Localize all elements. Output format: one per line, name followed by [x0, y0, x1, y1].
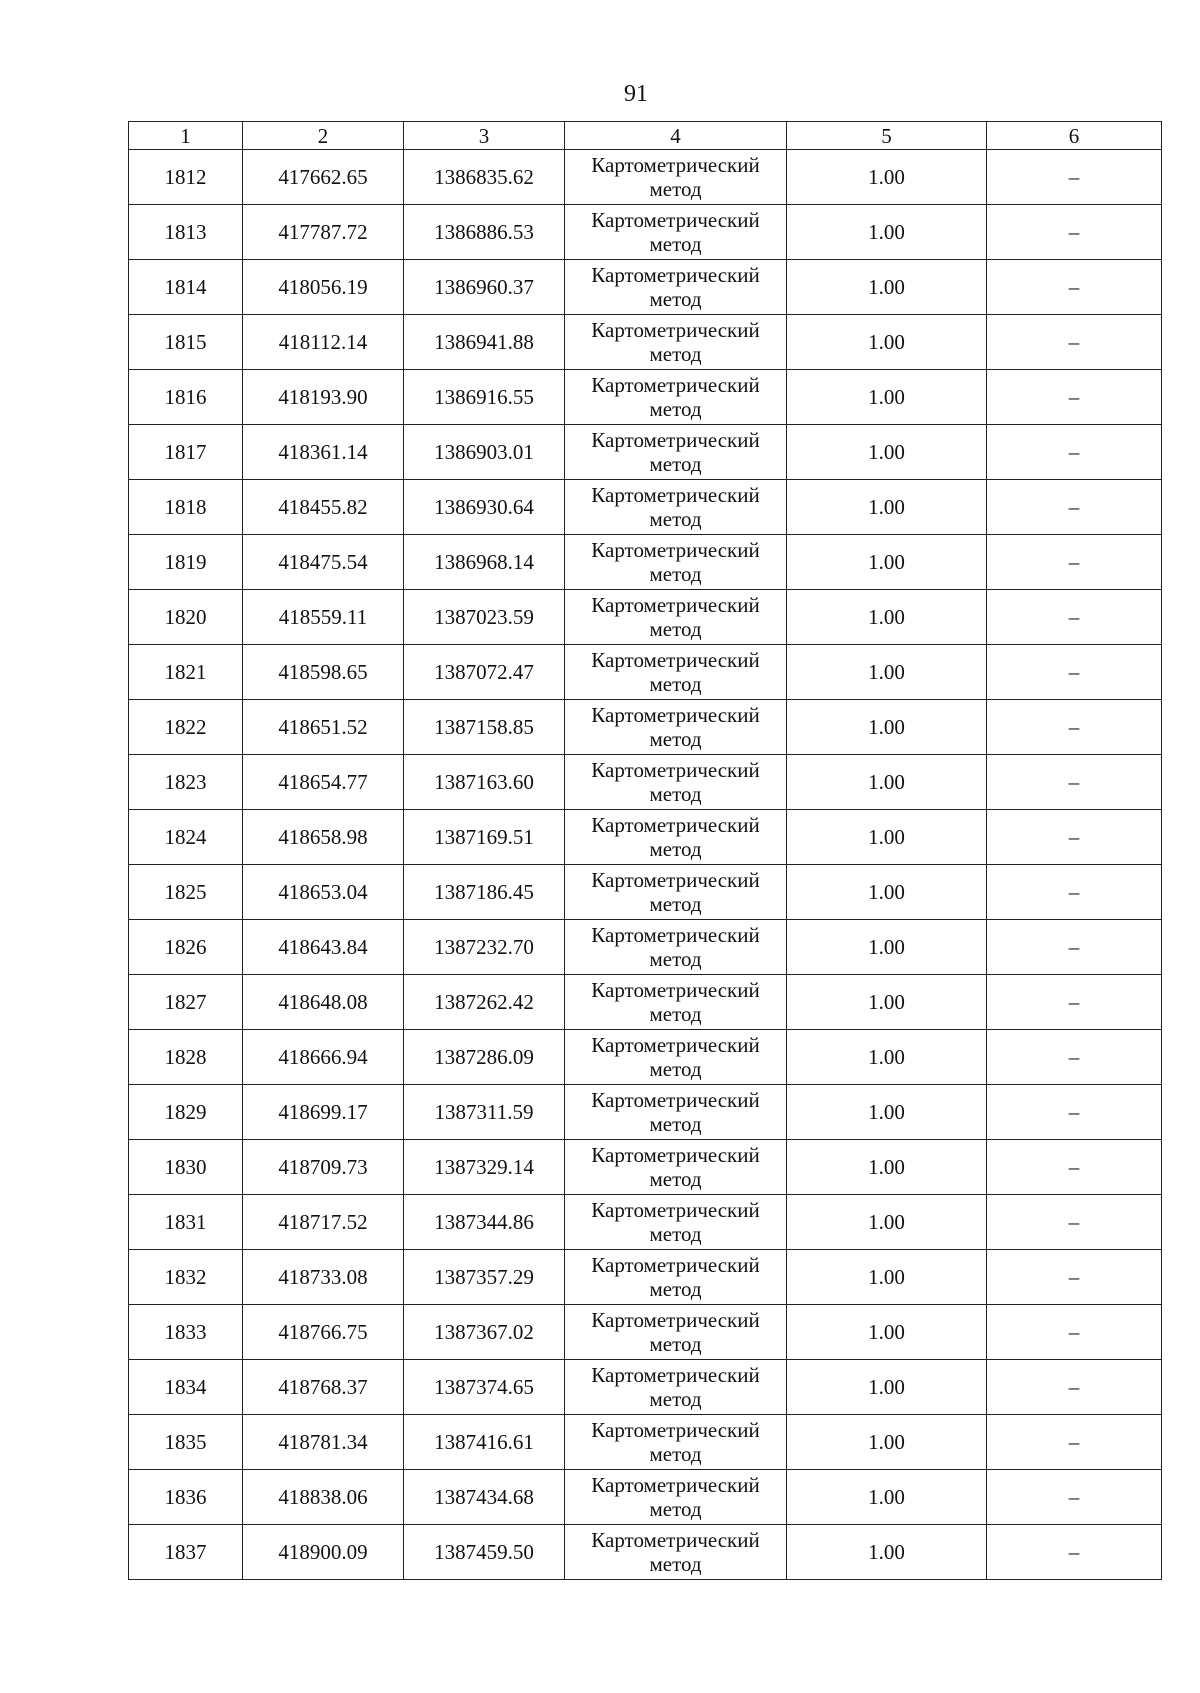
method-cell [565, 205, 787, 260]
point-number-cell: 1837 [129, 1525, 243, 1580]
method-cell [565, 1525, 787, 1580]
method-line-1: Картометрический [591, 1473, 760, 1497]
method-cell [565, 700, 787, 755]
table-row [129, 1305, 1162, 1360]
accuracy-cell: 1.00 [787, 150, 987, 205]
point-number-cell: 1822 [129, 700, 243, 755]
y-coordinate-cell: 1386968.14 [404, 535, 565, 590]
note-cell: – [987, 205, 1162, 260]
x-coordinate-cell: 418781.34 [243, 1415, 404, 1470]
table-row [129, 1085, 1162, 1140]
point-number-cell: 1818 [129, 480, 243, 535]
table-row [129, 425, 1162, 480]
y-coordinate-cell: 1387311.59 [404, 1085, 565, 1140]
point-number-cell: 1828 [129, 1030, 243, 1085]
method-cell [565, 590, 787, 645]
note-cell: – [987, 370, 1162, 425]
method-line-2: метод [649, 1057, 702, 1081]
method-cell [565, 755, 787, 810]
method-line-1: Картометрический [591, 1363, 760, 1387]
method-line-2: метод [649, 1332, 702, 1356]
method-line-2: метод [649, 177, 702, 201]
column-header: 3 [404, 122, 565, 150]
method-line-1: Картометрический [591, 978, 760, 1002]
accuracy-cell: 1.00 [787, 425, 987, 480]
method-line-2: метод [649, 1442, 702, 1466]
point-number-cell: 1829 [129, 1085, 243, 1140]
method-line-2: метод [649, 507, 702, 531]
x-coordinate-cell: 418361.14 [243, 425, 404, 480]
method-cell [565, 810, 787, 865]
method-line-2: метод [649, 452, 702, 476]
x-coordinate-cell: 418643.84 [243, 920, 404, 975]
table-row [129, 1195, 1162, 1250]
x-coordinate-cell: 418766.75 [243, 1305, 404, 1360]
table-row [129, 1250, 1162, 1305]
point-number-cell: 1831 [129, 1195, 243, 1250]
method-cell [565, 480, 787, 535]
table-row [129, 1470, 1162, 1525]
method-cell [565, 865, 787, 920]
note-cell: – [987, 865, 1162, 920]
x-coordinate-cell: 418900.09 [243, 1525, 404, 1580]
table-row [129, 755, 1162, 810]
y-coordinate-cell: 1387459.50 [404, 1525, 565, 1580]
note-cell: – [987, 590, 1162, 645]
accuracy-cell: 1.00 [787, 1250, 987, 1305]
accuracy-cell: 1.00 [787, 920, 987, 975]
method-line-2: метод [649, 1222, 702, 1246]
accuracy-cell: 1.00 [787, 1085, 987, 1140]
point-number-cell: 1833 [129, 1305, 243, 1360]
method-line-1: Картометрический [591, 538, 760, 562]
y-coordinate-cell: 1386960.37 [404, 260, 565, 315]
method-line-1: Картометрический [591, 153, 760, 177]
method-line-1: Картометрический [591, 318, 760, 342]
method-line-1: Картометрический [591, 703, 760, 727]
note-cell: – [987, 1525, 1162, 1580]
x-coordinate-cell: 418717.52 [243, 1195, 404, 1250]
note-cell: – [987, 1140, 1162, 1195]
point-number-cell: 1819 [129, 535, 243, 590]
y-coordinate-cell: 1387416.61 [404, 1415, 565, 1470]
y-coordinate-cell: 1387329.14 [404, 1140, 565, 1195]
method-line-2: метод [649, 287, 702, 311]
accuracy-cell: 1.00 [787, 645, 987, 700]
x-coordinate-cell: 418598.65 [243, 645, 404, 700]
point-number-cell: 1836 [129, 1470, 243, 1525]
method-cell [565, 645, 787, 700]
method-line-2: метод [649, 1277, 702, 1301]
method-line-1: Картометрический [591, 1198, 760, 1222]
note-cell: – [987, 1415, 1162, 1470]
accuracy-cell: 1.00 [787, 810, 987, 865]
table-row [129, 205, 1162, 260]
note-cell: – [987, 480, 1162, 535]
table-row [129, 700, 1162, 755]
y-coordinate-cell: 1387158.85 [404, 700, 565, 755]
table-row [129, 480, 1162, 535]
method-line-2: метод [649, 1497, 702, 1521]
method-line-2: метод [649, 672, 702, 696]
accuracy-cell: 1.00 [787, 1470, 987, 1525]
method-line-2: метод [649, 1167, 702, 1191]
table-row [129, 1140, 1162, 1195]
method-cell [565, 975, 787, 1030]
table-row [129, 315, 1162, 370]
accuracy-cell: 1.00 [787, 1195, 987, 1250]
note-cell: – [987, 1360, 1162, 1415]
column-header: 6 [987, 122, 1162, 150]
accuracy-cell: 1.00 [787, 1360, 987, 1415]
method-line-1: Картометрический [591, 263, 760, 287]
method-cell [565, 1085, 787, 1140]
method-cell [565, 1415, 787, 1470]
x-coordinate-cell: 418475.54 [243, 535, 404, 590]
point-number-cell: 1813 [129, 205, 243, 260]
method-cell [565, 1305, 787, 1360]
method-line-1: Картометрический [591, 758, 760, 782]
method-cell [565, 425, 787, 480]
note-cell: – [987, 700, 1162, 755]
table-row [129, 975, 1162, 1030]
column-header: 2 [243, 122, 404, 150]
y-coordinate-cell: 1387186.45 [404, 865, 565, 920]
method-line-2: метод [649, 562, 702, 586]
table-row [129, 1030, 1162, 1085]
column-header: 4 [565, 122, 787, 150]
x-coordinate-cell: 418733.08 [243, 1250, 404, 1305]
x-coordinate-cell: 418651.52 [243, 700, 404, 755]
point-number-cell: 1815 [129, 315, 243, 370]
table-row [129, 810, 1162, 865]
method-line-1: Картометрический [591, 373, 760, 397]
x-coordinate-cell: 417662.65 [243, 150, 404, 205]
accuracy-cell: 1.00 [787, 1030, 987, 1085]
y-coordinate-cell: 1387357.29 [404, 1250, 565, 1305]
point-number-cell: 1834 [129, 1360, 243, 1415]
method-line-2: метод [649, 1002, 702, 1026]
y-coordinate-cell: 1387344.86 [404, 1195, 565, 1250]
table-row [129, 1360, 1162, 1415]
x-coordinate-cell: 418559.11 [243, 590, 404, 645]
method-line-2: метод [649, 892, 702, 916]
note-cell: – [987, 535, 1162, 590]
x-coordinate-cell: 418056.19 [243, 260, 404, 315]
method-line-1: Картометрический [591, 1418, 760, 1442]
accuracy-cell: 1.00 [787, 1525, 987, 1580]
accuracy-cell: 1.00 [787, 205, 987, 260]
y-coordinate-cell: 1387072.47 [404, 645, 565, 700]
method-line-2: метод [649, 947, 702, 971]
x-coordinate-cell: 418654.77 [243, 755, 404, 810]
method-line-2: метод [649, 342, 702, 366]
note-cell: – [987, 755, 1162, 810]
accuracy-cell: 1.00 [787, 370, 987, 425]
accuracy-cell: 1.00 [787, 975, 987, 1030]
accuracy-cell: 1.00 [787, 260, 987, 315]
y-coordinate-cell: 1387232.70 [404, 920, 565, 975]
point-number-cell: 1823 [129, 755, 243, 810]
table-row [129, 150, 1162, 205]
accuracy-cell: 1.00 [787, 700, 987, 755]
point-number-cell: 1826 [129, 920, 243, 975]
table-row [129, 865, 1162, 920]
table-row [129, 370, 1162, 425]
y-coordinate-cell: 1386916.55 [404, 370, 565, 425]
note-cell: – [987, 975, 1162, 1030]
accuracy-cell: 1.00 [787, 1415, 987, 1470]
note-cell: – [987, 1250, 1162, 1305]
method-line-1: Картометрический [591, 648, 760, 672]
table-row [129, 535, 1162, 590]
table-row [129, 590, 1162, 645]
page-number: 91 [624, 81, 648, 107]
method-line-2: метод [649, 727, 702, 751]
x-coordinate-cell: 418699.17 [243, 1085, 404, 1140]
y-coordinate-cell: 1387434.68 [404, 1470, 565, 1525]
method-line-1: Картометрический [591, 208, 760, 232]
method-cell [565, 1250, 787, 1305]
method-line-1: Картометрический [591, 1143, 760, 1167]
method-line-2: метод [649, 837, 702, 861]
accuracy-cell: 1.00 [787, 590, 987, 645]
note-cell: – [987, 920, 1162, 975]
point-number-cell: 1827 [129, 975, 243, 1030]
method-line-1: Картометрический [591, 1528, 760, 1552]
y-coordinate-cell: 1386941.88 [404, 315, 565, 370]
method-cell [565, 1195, 787, 1250]
y-coordinate-cell: 1386903.01 [404, 425, 565, 480]
y-coordinate-cell: 1386835.62 [404, 150, 565, 205]
accuracy-cell: 1.00 [787, 755, 987, 810]
point-number-cell: 1820 [129, 590, 243, 645]
y-coordinate-cell: 1387286.09 [404, 1030, 565, 1085]
x-coordinate-cell: 418709.73 [243, 1140, 404, 1195]
point-number-cell: 1812 [129, 150, 243, 205]
y-coordinate-cell: 1387262.42 [404, 975, 565, 1030]
accuracy-cell: 1.00 [787, 535, 987, 590]
point-number-cell: 1835 [129, 1415, 243, 1470]
y-coordinate-cell: 1387023.59 [404, 590, 565, 645]
accuracy-cell: 1.00 [787, 865, 987, 920]
x-coordinate-cell: 418658.98 [243, 810, 404, 865]
point-number-cell: 1825 [129, 865, 243, 920]
method-cell [565, 535, 787, 590]
y-coordinate-cell: 1386930.64 [404, 480, 565, 535]
method-line-2: метод [649, 1387, 702, 1411]
note-cell: – [987, 1305, 1162, 1360]
note-cell: – [987, 150, 1162, 205]
method-line-1: Картометрический [591, 813, 760, 837]
table-row [129, 645, 1162, 700]
y-coordinate-cell: 1387169.51 [404, 810, 565, 865]
x-coordinate-cell: 418455.82 [243, 480, 404, 535]
method-line-1: Картометрический [591, 1308, 760, 1332]
accuracy-cell: 1.00 [787, 1140, 987, 1195]
method-cell [565, 150, 787, 205]
note-cell: – [987, 1030, 1162, 1085]
accuracy-cell: 1.00 [787, 1305, 987, 1360]
note-cell: – [987, 1470, 1162, 1525]
method-line-1: Картометрический [591, 868, 760, 892]
note-cell: – [987, 315, 1162, 370]
y-coordinate-cell: 1387374.65 [404, 1360, 565, 1415]
note-cell: – [987, 645, 1162, 700]
method-line-1: Картометрический [591, 1088, 760, 1112]
method-cell [565, 1140, 787, 1195]
point-number-cell: 1816 [129, 370, 243, 425]
column-header: 1 [129, 122, 243, 150]
table-body [129, 122, 1162, 1580]
method-line-2: метод [649, 397, 702, 421]
method-cell [565, 260, 787, 315]
y-coordinate-cell: 1387367.02 [404, 1305, 565, 1360]
x-coordinate-cell: 417787.72 [243, 205, 404, 260]
x-coordinate-cell: 418193.90 [243, 370, 404, 425]
method-line-1: Картометрический [591, 923, 760, 947]
table-row [129, 1415, 1162, 1470]
note-cell: – [987, 1085, 1162, 1140]
method-line-1: Картометрический [591, 428, 760, 452]
table-row [129, 260, 1162, 315]
method-line-2: метод [649, 1552, 702, 1576]
x-coordinate-cell: 418838.06 [243, 1470, 404, 1525]
method-line-2: метод [649, 617, 702, 641]
method-line-1: Картометрический [591, 483, 760, 507]
method-line-1: Картометрический [591, 1033, 760, 1057]
method-cell [565, 370, 787, 425]
accuracy-cell: 1.00 [787, 480, 987, 535]
coordinates-table [128, 121, 1162, 1580]
method-cell [565, 315, 787, 370]
note-cell: – [987, 1195, 1162, 1250]
method-cell [565, 920, 787, 975]
method-line-2: метод [649, 1112, 702, 1136]
method-line-2: метод [649, 232, 702, 256]
accuracy-cell: 1.00 [787, 315, 987, 370]
x-coordinate-cell: 418648.08 [243, 975, 404, 1030]
method-cell [565, 1470, 787, 1525]
point-number-cell: 1814 [129, 260, 243, 315]
x-coordinate-cell: 418666.94 [243, 1030, 404, 1085]
method-line-2: метод [649, 782, 702, 806]
x-coordinate-cell: 418112.14 [243, 315, 404, 370]
x-coordinate-cell: 418653.04 [243, 865, 404, 920]
method-cell [565, 1030, 787, 1085]
point-number-cell: 1830 [129, 1140, 243, 1195]
method-line-1: Картометрический [591, 1253, 760, 1277]
column-header: 5 [787, 122, 987, 150]
point-number-cell: 1824 [129, 810, 243, 865]
x-coordinate-cell: 418768.37 [243, 1360, 404, 1415]
table-header-row [129, 122, 1162, 150]
note-cell: – [987, 425, 1162, 480]
y-coordinate-cell: 1386886.53 [404, 205, 565, 260]
note-cell: – [987, 810, 1162, 865]
point-number-cell: 1832 [129, 1250, 243, 1305]
point-number-cell: 1821 [129, 645, 243, 700]
note-cell: – [987, 260, 1162, 315]
method-cell [565, 1360, 787, 1415]
method-line-1: Картометрический [591, 593, 760, 617]
table-row [129, 920, 1162, 975]
y-coordinate-cell: 1387163.60 [404, 755, 565, 810]
point-number-cell: 1817 [129, 425, 243, 480]
table-row [129, 1525, 1162, 1580]
